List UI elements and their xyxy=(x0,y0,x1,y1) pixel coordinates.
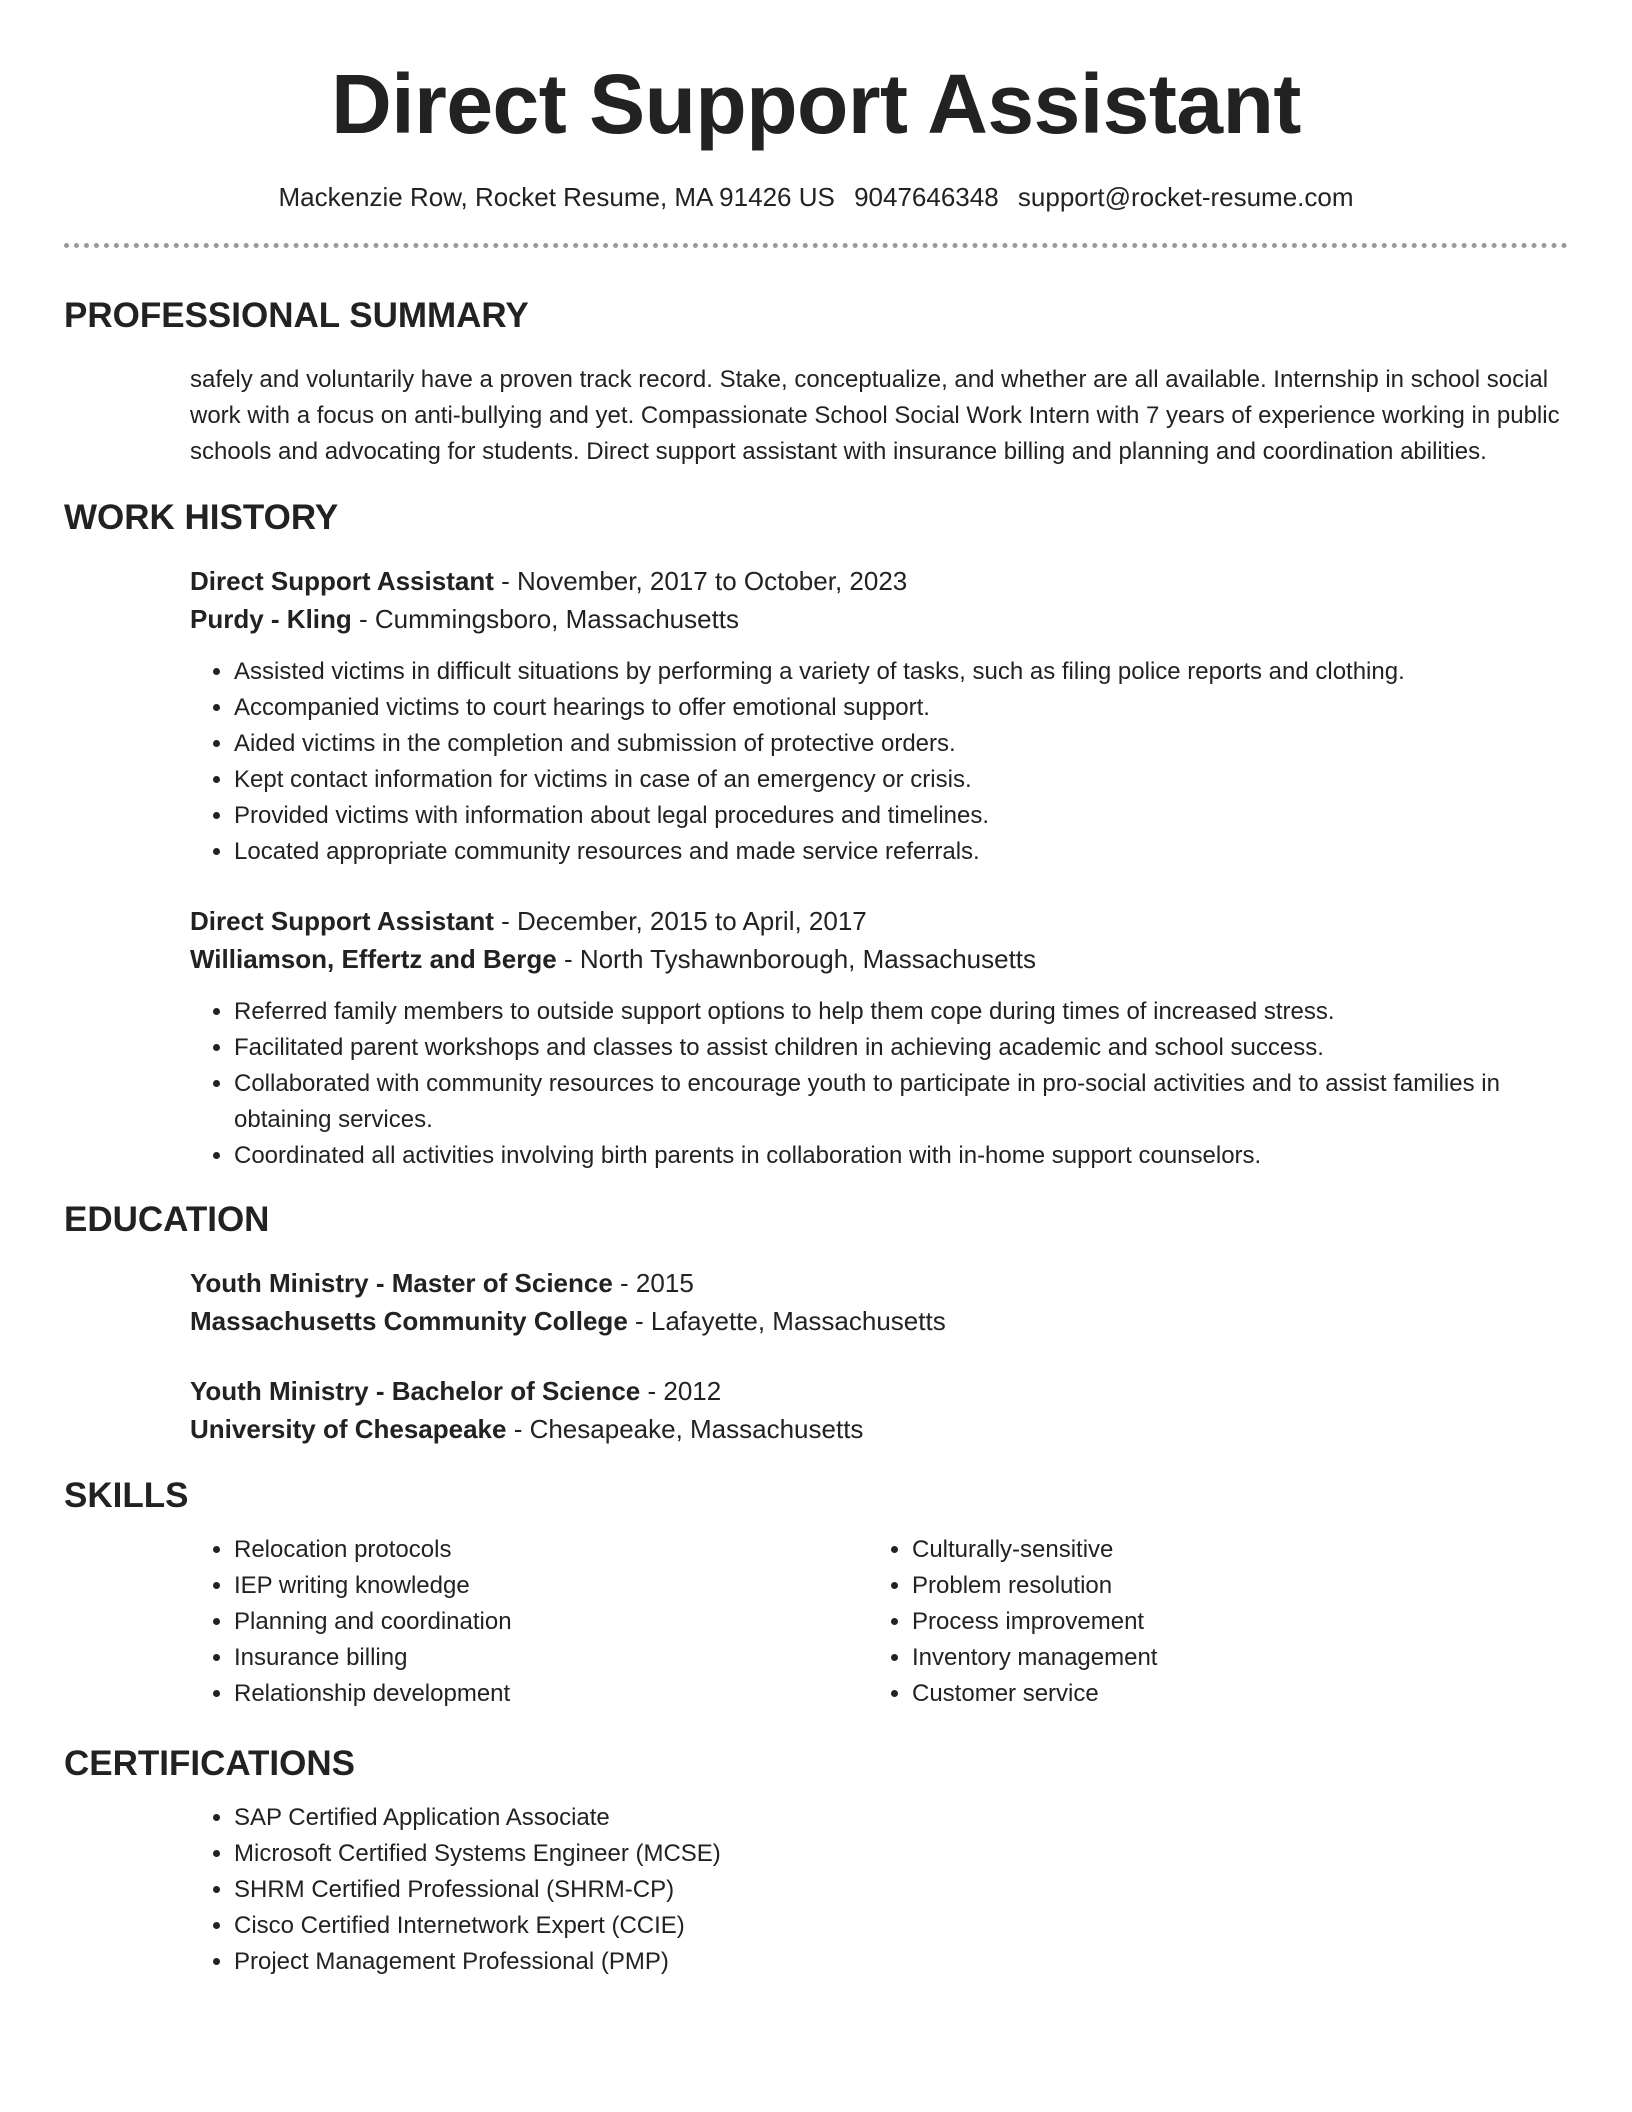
list-item: • SHRM Certified Professional (SHRM-CP) xyxy=(234,1872,1568,1908)
list-item: • Accompanied victims to court hearings to offer emotional support. xyxy=(234,690,1568,726)
degree-line xyxy=(190,1264,1568,1302)
job-entry xyxy=(190,902,1568,978)
job-title-line xyxy=(190,902,1568,940)
job-title-line xyxy=(190,562,1568,600)
list-item: • Referred family members to outside support options to help them cope during times of increased stress. xyxy=(234,994,1568,1030)
school-line xyxy=(190,1302,1568,1340)
list-item: • Microsoft Certified Systems Engineer (MCSE) xyxy=(234,1836,1568,1872)
list-item: • Provided victims with information about legal procedures and timelines. xyxy=(234,798,1568,834)
skills-column-right xyxy=(868,1532,1468,1712)
job-location: - North Tyshawnborough, Massachusetts xyxy=(556,944,1037,974)
list-item: • Aided victims in the completion and submission of protective orders. xyxy=(234,726,1568,762)
list-item: • Coordinated all activities involving birth parents in collaboration with in-home support counselors. xyxy=(234,1138,1568,1174)
list-item: • Facilitated parent workshops and classes to assist children in achieving academic and school success. xyxy=(234,1030,1568,1066)
contact-address: Mackenzie Row, Rocket Resume, MA 91426 US xyxy=(278,182,835,212)
summary-text: safely and voluntarily have a proven track record. Stake, conceptualize, and whether are all available. Internship in school social work with a focus on anti-bullying and yet. Compassionate School Social Work Intern with 7 years of experience working in public schools and advocating for students. Direct support assistant with insurance billing and planning and coordination abilities. xyxy=(190,366,1560,465)
candidate-name: Direct Support Assistant xyxy=(331,57,1301,151)
work-history-heading: WORK HISTORY xyxy=(64,498,339,537)
education-entry xyxy=(190,1372,1568,1448)
list-item: • SAP Certified Application Associate xyxy=(234,1800,1568,1836)
list-item: • Process improvement xyxy=(912,1604,1468,1640)
list-item: • Customer service xyxy=(912,1676,1468,1712)
job-company-line xyxy=(190,940,1568,978)
job-bullets xyxy=(190,994,1568,1174)
school-line xyxy=(190,1410,1568,1448)
school: Massachusetts Community College xyxy=(190,1306,628,1336)
contact-phone: 9047646348 xyxy=(854,182,999,212)
certifications-section xyxy=(64,1744,1568,1980)
job-location: - Cummingsboro, Massachusetts xyxy=(351,604,740,634)
job-dates: - December, 2015 to April, 2017 xyxy=(493,906,867,936)
list-item: • Collaborated with community resources to encourage youth to participate in pro-social activities and to assist families in obtaining services. xyxy=(234,1066,1568,1138)
degree-year: - 2012 xyxy=(640,1376,722,1406)
degree-line xyxy=(190,1372,1568,1410)
list-item: • Inventory management xyxy=(912,1640,1468,1676)
certifications-heading: CERTIFICATIONS xyxy=(64,1744,356,1783)
education-heading: EDUCATION xyxy=(64,1200,270,1239)
contact-email: support@rocket-resume.com xyxy=(1017,182,1354,212)
school: University of Chesapeake xyxy=(190,1414,507,1444)
list-item: • Planning and coordination xyxy=(234,1604,868,1640)
job-company: Purdy - Kling xyxy=(190,604,352,634)
degree: Youth Ministry - Bachelor of Science xyxy=(190,1376,641,1406)
list-item: • Assisted victims in difficult situations by performing a variety of tasks, such as filing police reports and clothing. xyxy=(234,654,1568,690)
skills-section xyxy=(64,1476,1568,1712)
job-bullets xyxy=(190,654,1568,870)
skills-column-left xyxy=(190,1532,868,1712)
certifications-list xyxy=(190,1800,1568,1980)
job-dates: - November, 2017 to October, 2023 xyxy=(493,566,908,596)
contact-line xyxy=(64,182,1568,213)
list-item: • Relocation protocols xyxy=(234,1532,868,1568)
list-item: • Kept contact information for victims in case of an emergency or crisis. xyxy=(234,762,1568,798)
school-location: - Lafayette, Massachusetts xyxy=(627,1306,946,1336)
education-section xyxy=(64,1200,1568,1448)
summary-heading: PROFESSIONAL SUMMARY xyxy=(64,296,529,335)
job-entry xyxy=(190,562,1568,638)
degree-year: - 2015 xyxy=(612,1268,694,1298)
degree: Youth Ministry - Master of Science xyxy=(190,1268,613,1298)
list-item: • Project Management Professional (PMP) xyxy=(234,1944,1568,1980)
list-item: • Relationship development xyxy=(234,1676,868,1712)
skills-heading: SKILLS xyxy=(64,1476,189,1515)
skills-grid xyxy=(190,1532,1568,1712)
job-company-line xyxy=(190,600,1568,638)
job-role: Direct Support Assistant xyxy=(190,566,494,596)
summary-section xyxy=(64,296,1568,470)
header-divider xyxy=(64,243,1568,248)
list-item: • Problem resolution xyxy=(912,1568,1468,1604)
school-location: - Chesapeake, Massachusetts xyxy=(506,1414,864,1444)
list-item: • IEP writing knowledge xyxy=(234,1568,868,1604)
work-history-section xyxy=(64,498,1568,1174)
list-item: • Insurance billing xyxy=(234,1640,868,1676)
list-item: • Culturally-sensitive xyxy=(912,1532,1468,1568)
job-role: Direct Support Assistant xyxy=(190,906,494,936)
job-company: Williamson, Effertz and Berge xyxy=(190,944,557,974)
education-entry xyxy=(190,1264,1568,1340)
list-item: • Cisco Certified Internetwork Expert (CCIE) xyxy=(234,1908,1568,1944)
list-item: • Located appropriate community resources and made service referrals. xyxy=(234,834,1568,870)
